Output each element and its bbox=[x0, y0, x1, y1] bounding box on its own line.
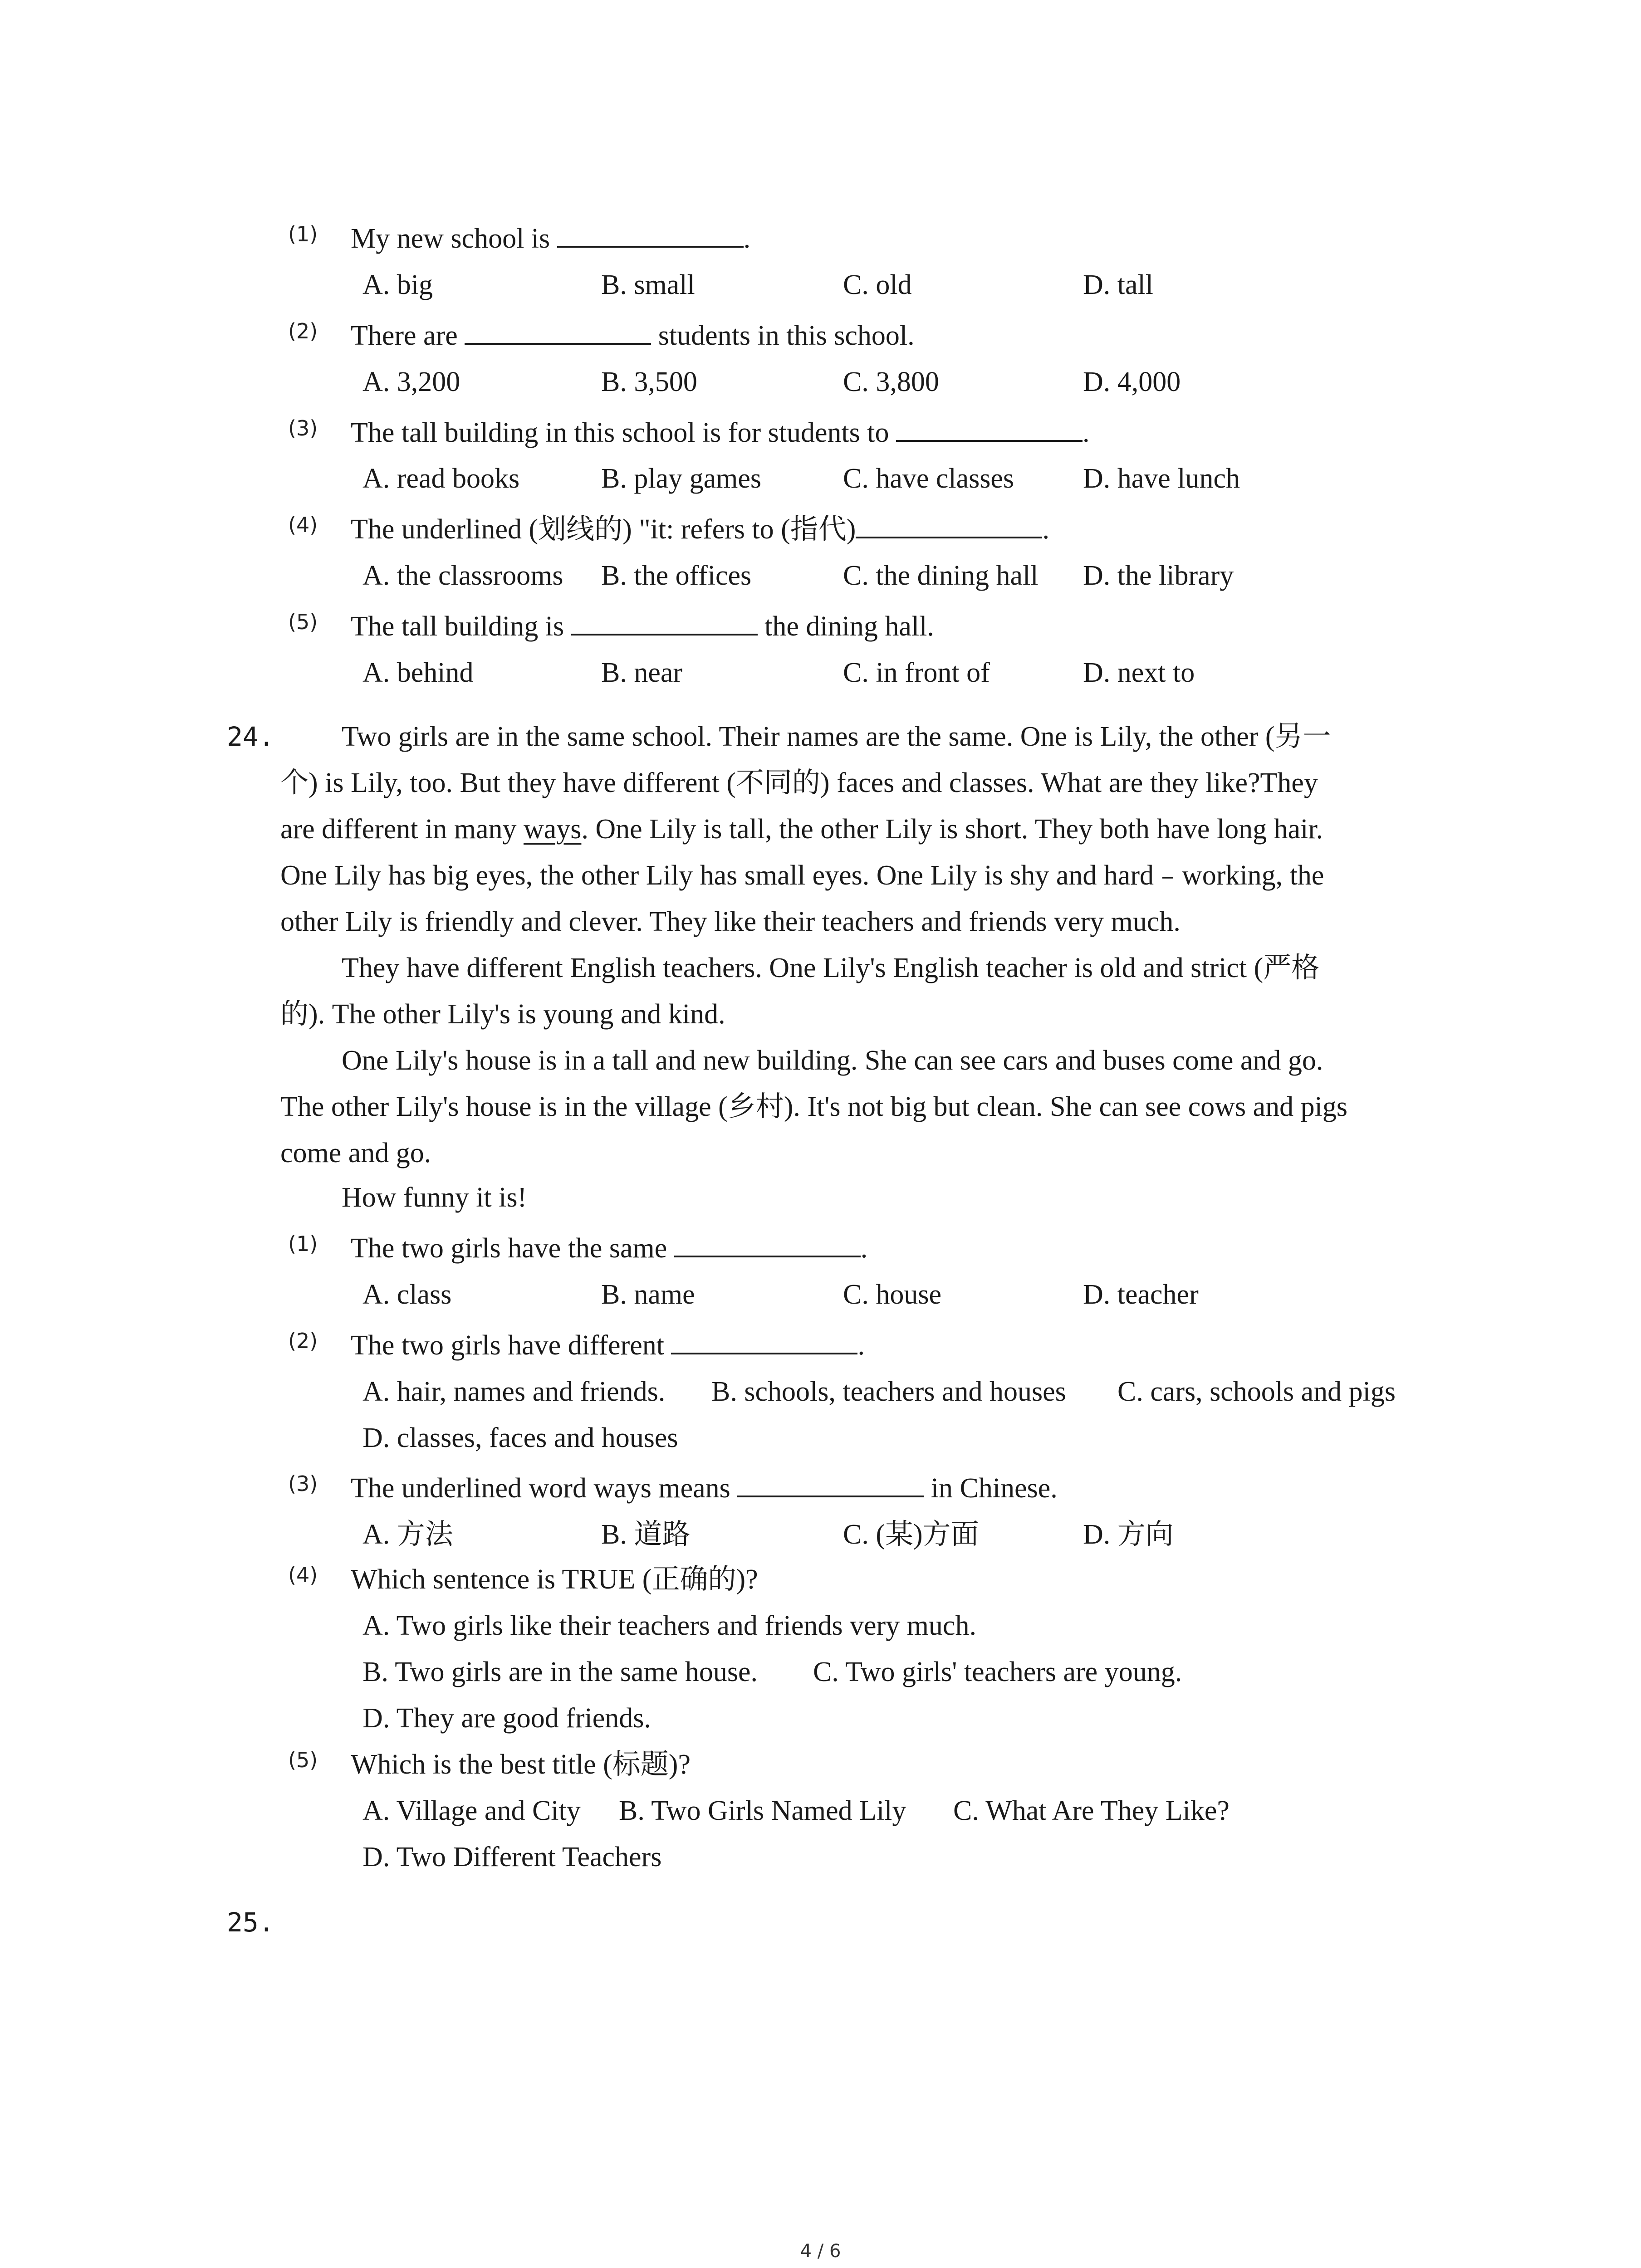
q24-5-stem: Which is the best title (标题)? bbox=[351, 1749, 691, 1780]
q24-3-option-b: B. 道路 bbox=[601, 1519, 691, 1550]
q24-1-stem: The two girls have the same . bbox=[351, 1230, 867, 1266]
q23-1-option-d: D. tall bbox=[1083, 269, 1153, 300]
q24-5-option-d: D. Two Different Teachers bbox=[362, 1842, 662, 1872]
passage-line: They have different English teachers. One Lily's English teacher is old and strict (严格 bbox=[342, 953, 1320, 983]
q24-5-option-c: C. What Are They Like? bbox=[953, 1795, 1230, 1826]
passage-line: other Lily is friendly and clever. They like their teachers and friends very much. bbox=[280, 906, 1181, 937]
answer-blank bbox=[557, 220, 744, 248]
q24-3-stem: The underlined word ways means in Chinese. bbox=[351, 1470, 1058, 1506]
q24-2-option-b: B. schools, teachers and houses bbox=[711, 1376, 1066, 1407]
q24-4-stem: Which sentence is TRUE (正确的)? bbox=[351, 1564, 758, 1595]
page-number: 4 / 6 bbox=[800, 2241, 841, 2262]
passage-line: Two girls are in the same school. Their names are the same. One is Lily, the other (另一 bbox=[342, 721, 1331, 752]
passage-line: 个) is Lily, too. But they have different (不同的) faces and classes. What are they like?They bbox=[280, 767, 1318, 798]
q23-2-option-c: C. 3,800 bbox=[843, 367, 939, 397]
q23-2-stem: There are students in this school. bbox=[351, 318, 915, 354]
q23-5-option-a: A. behind bbox=[362, 657, 474, 688]
q24-5-option-a: A. Village and City bbox=[362, 1795, 581, 1826]
q23-2-option-d: D. 4,000 bbox=[1083, 367, 1181, 397]
q24-2-option-d: D. classes, faces and houses bbox=[362, 1422, 678, 1453]
question-number: 25. bbox=[227, 1907, 274, 1938]
q24-1-option-d: D. teacher bbox=[1083, 1279, 1199, 1310]
answer-blank bbox=[896, 415, 1083, 442]
q24-4-option-b: B. Two girls are in the same house. bbox=[362, 1657, 758, 1687]
q23-1-number: (1) bbox=[288, 222, 318, 246]
q23-1-option-a: A. big bbox=[362, 269, 433, 300]
q23-1-option-c: C. old bbox=[843, 269, 912, 300]
answer-blank bbox=[571, 608, 758, 635]
q23-3-option-c: C. have classes bbox=[843, 463, 1014, 494]
underlined-word: ways bbox=[523, 814, 582, 845]
q23-3-number: (3) bbox=[288, 416, 318, 440]
q23-5-number: (5) bbox=[288, 610, 318, 634]
q24-4-option-a: A. Two girls like their teachers and friends very much. bbox=[362, 1610, 976, 1641]
q23-4-option-a: A. the classrooms bbox=[362, 560, 563, 591]
q23-2-option-a: A. 3,200 bbox=[362, 367, 460, 397]
q23-4-stem: The underlined (划线的) "it: refers to (指代) . bbox=[351, 511, 1049, 547]
q24-3-option-c: C. (某)方面 bbox=[843, 1519, 979, 1550]
q24-1-number: (1) bbox=[288, 1232, 318, 1256]
q23-4-option-c: C. the dining hall bbox=[843, 560, 1038, 591]
answer-blank bbox=[737, 1470, 924, 1497]
answer-blank bbox=[674, 1230, 861, 1257]
q24-3-option-d: D. 方向 bbox=[1083, 1519, 1174, 1550]
answer-blank bbox=[465, 318, 651, 345]
q23-5-option-d: D. next to bbox=[1083, 657, 1195, 688]
q24-1-option-c: C. house bbox=[843, 1279, 941, 1310]
q24-5-option-b: B. Two Girls Named Lily bbox=[619, 1795, 906, 1826]
q24-5-number: (5) bbox=[288, 1748, 318, 1772]
q23-1-stem: My new school is . bbox=[351, 220, 750, 257]
q23-2-number: (2) bbox=[288, 319, 318, 343]
q23-3-option-a: A. read books bbox=[362, 463, 520, 494]
q23-5-option-b: B. near bbox=[601, 657, 683, 688]
question-number: 24. bbox=[227, 721, 274, 752]
answer-blank bbox=[671, 1327, 857, 1354]
q24-2-option-c: C. cars, schools and pigs bbox=[1117, 1376, 1396, 1407]
q24-2-number: (2) bbox=[288, 1329, 318, 1353]
q23-1-option-b: B. small bbox=[601, 269, 695, 300]
passage-line: come and go. bbox=[280, 1138, 431, 1168]
q23-3-stem: The tall building in this school is for students to . bbox=[351, 415, 1090, 451]
passage-line: How funny it is! bbox=[342, 1182, 527, 1213]
q23-4-option-b: B. the offices bbox=[601, 560, 752, 591]
answer-blank bbox=[856, 511, 1042, 538]
q24-1-option-b: B. name bbox=[601, 1279, 695, 1310]
q24-4-option-d: D. They are good friends. bbox=[362, 1703, 651, 1734]
q24-2-stem: The two girls have different . bbox=[351, 1327, 865, 1364]
q24-4-number: (4) bbox=[288, 1563, 318, 1587]
passage-line: 的). The other Lily's is young and kind. bbox=[280, 999, 725, 1030]
q24-1-option-a: A. class bbox=[362, 1279, 452, 1310]
q24-3-option-a: A. 方法 bbox=[362, 1519, 453, 1550]
q24-2-option-a: A. hair, names and friends. bbox=[362, 1376, 666, 1407]
q23-4-option-d: D. the library bbox=[1083, 560, 1234, 591]
q23-2-option-b: B. 3,500 bbox=[601, 367, 697, 397]
q24-4-option-c: C. Two girls' teachers are young. bbox=[813, 1657, 1182, 1687]
passage-line: are different in many ways. One Lily is tall, the other Lily is short. They both have long hair. bbox=[280, 814, 1323, 845]
passage-line: One Lily's house is in a tall and new building. She can see cars and buses come and go. bbox=[342, 1045, 1323, 1076]
q23-5-option-c: C. in front of bbox=[843, 657, 990, 688]
q24-3-number: (3) bbox=[288, 1471, 318, 1496]
passage-line: The other Lily's house is in the village (乡村). It's not big but clean. She can see cows and pigs bbox=[280, 1091, 1348, 1122]
q23-3-option-d: D. have lunch bbox=[1083, 463, 1240, 494]
q23-4-number: (4) bbox=[288, 513, 318, 537]
q23-3-option-b: B. play games bbox=[601, 463, 761, 494]
q23-5-stem: The tall building is the dining hall. bbox=[351, 608, 934, 645]
passage-line: One Lily has big eyes, the other Lily has small eyes. One Lily is shy and hard﹣working, the bbox=[280, 860, 1324, 891]
